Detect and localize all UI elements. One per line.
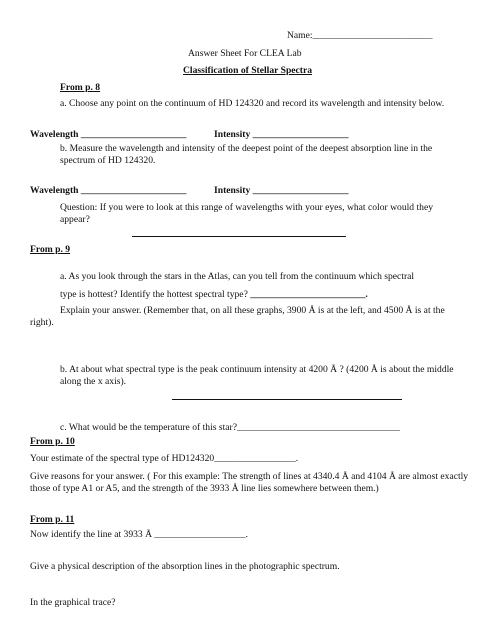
p8-wavelength-field-2[interactable]: Wavelength ______________________	[30, 185, 187, 196]
p9-item-a-line2: type is hottest? Identify the hottest spectral type? ________________________.	[60, 289, 368, 300]
p9-explain-line2: right).	[30, 317, 54, 328]
p9-item-c: c. What would be the temperature of this star?__________________________________	[60, 422, 401, 433]
p9-item-b-answer-line[interactable]	[172, 399, 402, 400]
p10-reasons: Give reasons for your answer. ( For this example: The strength of lines at 4340.4 Å and 4104 Å are almost exactly those of type A1 or A5, and the strength of the 3933 Å line lies somewhere between them.)	[30, 471, 469, 494]
section-heading-p11: From p. 11	[30, 514, 75, 525]
p9-explain-line1: Explain your answer. (Remember that, on all these graphs, 3900 Å is at the left, and 4500 Å is at the	[60, 305, 445, 316]
p8-item-a: a. Choose any point on the continuum of HD 124320 and record its wavelength and intensity below.	[60, 98, 445, 109]
p9-temperature-field[interactable]: __________________________________	[236, 422, 401, 433]
p8-intensity-field-1[interactable]: Intensity ____________________	[214, 129, 349, 140]
p8-item-b: b. Measure the wavelength and intensity of the deepest point of the deepest absorption line in the spectrum of HD 124320.	[60, 143, 433, 166]
p11-graphical-trace: In the graphical trace?	[30, 597, 116, 608]
section-heading-p9: From p. 9	[30, 244, 71, 255]
p9-hottest-type-field[interactable]: ________________________.	[250, 289, 368, 300]
p10-estimate: Your estimate of the spectral type of HD124320_________________.	[30, 453, 299, 464]
name-field[interactable]: _________________________	[312, 30, 433, 41]
p10-spectral-type-field[interactable]: _________________.	[214, 453, 299, 464]
p8-answer-line[interactable]	[132, 236, 346, 237]
p8-intensity-field-2[interactable]: Intensity ____________________	[214, 185, 349, 196]
page-title: Classification of Stellar Spectra	[183, 65, 313, 76]
p8-wavelength-field-1[interactable]: Wavelength ______________________	[30, 129, 187, 140]
p11-physical-description: Give a physical description of the absorption lines in the photographic spectrum.	[30, 561, 340, 572]
subtitle: Answer Sheet For CLEA Lab	[188, 48, 302, 59]
name-label: Name:_________________________	[287, 30, 433, 41]
p9-item-b: b. At about what spectral type is the peak continuum intensity at 4200 Å ? (4200 Å is about the middle along the x axis).	[60, 364, 454, 387]
p9-item-a-line1: a. As you look through the stars in the Atlas, can you tell from the continuum which spectral	[60, 271, 415, 282]
p8-question: Question: If you were to look at this range of wavelengths with your eyes, what color would they appear?	[60, 202, 434, 225]
section-heading-p8: From p. 8	[60, 82, 101, 93]
section-heading-p10: From p. 10	[30, 436, 75, 447]
p11-identify-line[interactable]: Now identify the line at 3933 Å ___________________.	[30, 529, 248, 540]
